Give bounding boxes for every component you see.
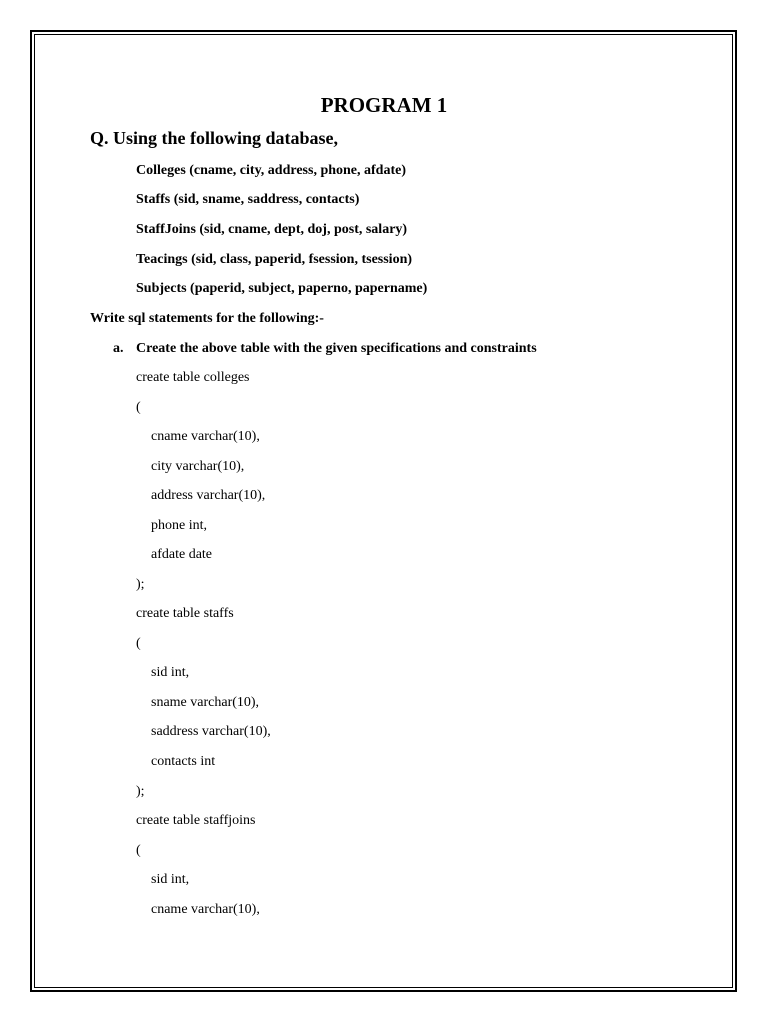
schema-staffjoins: StaffJoins (sid, cname, dept, doj, post, salary)	[136, 222, 408, 237]
code-line: sname varchar(10),	[151, 695, 260, 710]
code-line: create table colleges	[136, 370, 250, 385]
code-line: sid int,	[151, 872, 190, 887]
code-line: afdate date	[151, 547, 213, 562]
code-line: (	[136, 636, 141, 651]
code-line: create table staffs	[136, 606, 234, 621]
code-line: city varchar(10),	[151, 459, 245, 474]
code-line: (	[136, 843, 141, 858]
code-line: contacts int	[151, 754, 216, 769]
code-line: address varchar(10),	[151, 488, 266, 503]
item-a-marker: a.	[113, 341, 124, 356]
schema-staffs: Staffs (sid, sname, saddress, contacts)	[136, 192, 360, 207]
question-heading: Q. Using the following database,	[90, 128, 339, 148]
code-line: cname varchar(10),	[151, 429, 260, 444]
page-title: PROGRAM 1	[320, 93, 448, 117]
instruction-text: Write sql statements for the following:-	[90, 311, 324, 326]
item-a-text: Create the above table with the given specifications and constraints	[136, 341, 537, 356]
code-line: cname varchar(10),	[151, 902, 260, 917]
code-line: saddress varchar(10),	[151, 724, 271, 739]
code-line: sid int,	[151, 665, 190, 680]
code-line: (	[136, 400, 141, 415]
schema-teacings: Teacings (sid, class, paperid, fsession, tsession)	[136, 252, 413, 267]
code-line: create table staffjoins	[136, 813, 256, 828]
schema-subjects: Subjects (paperid, subject, paperno, papername)	[136, 281, 428, 296]
code-line: phone int,	[151, 518, 207, 533]
schema-colleges: Colleges (cname, city, address, phone, afdate)	[136, 163, 406, 178]
code-line: );	[136, 577, 145, 592]
code-line: );	[136, 784, 145, 799]
